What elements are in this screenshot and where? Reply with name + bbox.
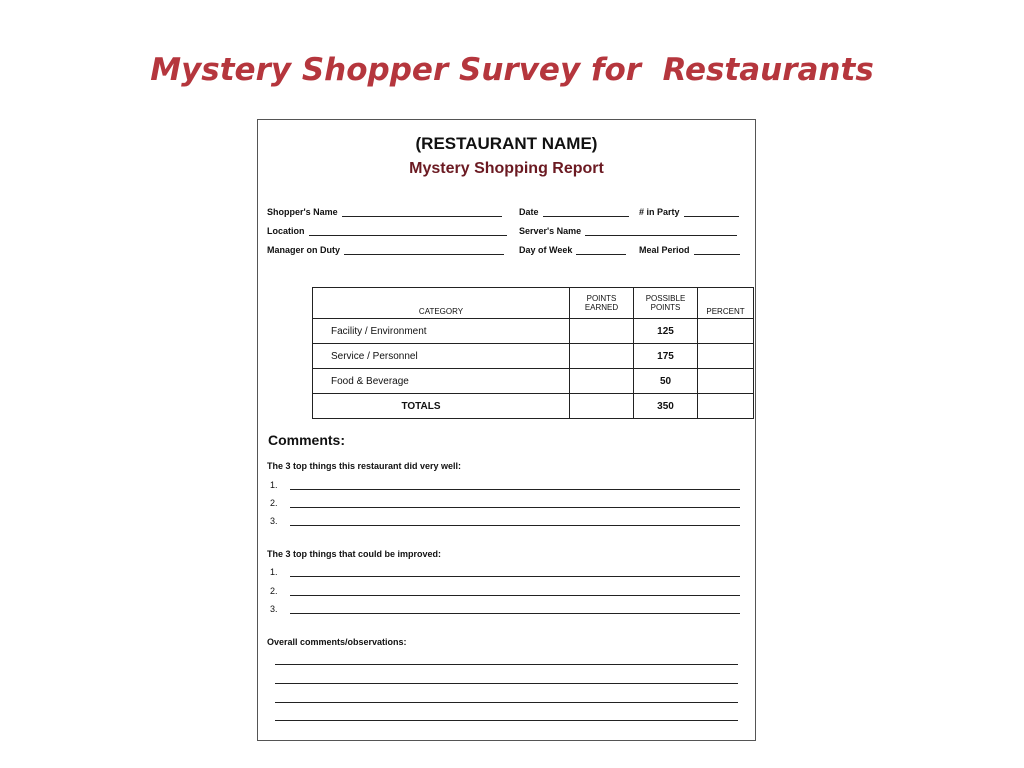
restaurant-name-title: (RESTAURANT NAME) <box>415 134 598 153</box>
score-table <box>312 287 754 419</box>
possible-points-total-cell: 350 <box>634 394 698 419</box>
overall-comments-line[interactable] <box>275 702 738 703</box>
did-well-line-1[interactable]: 1. <box>270 480 740 492</box>
percent-header: PERCENT <box>698 288 754 319</box>
totals-row <box>313 394 754 419</box>
points-earned-total-cell[interactable] <box>570 394 634 419</box>
location-field[interactable] <box>267 225 507 236</box>
location-label: Location <box>267 226 305 236</box>
servers-name-label: Server's Name <box>519 226 582 236</box>
servers-name-field[interactable] <box>519 225 737 236</box>
report-subtitle: Mystery Shopping Report <box>409 160 604 177</box>
overall-comments-line[interactable] <box>275 683 738 684</box>
table-row <box>313 369 754 394</box>
points-earned-cell[interactable] <box>570 369 634 394</box>
day-of-week-field[interactable] <box>519 244 626 255</box>
score-table-header <box>313 288 754 319</box>
percent-cell[interactable] <box>698 319 754 344</box>
percent-total-cell[interactable] <box>698 394 754 419</box>
category-header: CATEGORY <box>313 288 570 319</box>
possible-points-cell: 125 <box>634 319 698 344</box>
improve-heading: The 3 top things that could be improved: <box>267 549 442 559</box>
did-well-line-3[interactable]: 3. <box>270 516 740 528</box>
shoppers-name-label: Shopper's Name <box>267 207 338 217</box>
improve-line-1[interactable]: 1. <box>270 567 740 579</box>
percent-cell[interactable] <box>698 369 754 394</box>
field-row-2 <box>267 225 747 239</box>
improve-line-2[interactable]: 2. <box>270 586 740 598</box>
shoppers-name-field[interactable] <box>267 206 502 217</box>
meal-period-label: Meal Period <box>639 245 690 255</box>
date-label: Date <box>519 207 539 217</box>
possible-points-cell: 50 <box>634 369 698 394</box>
points-earned-cell[interactable] <box>570 344 634 369</box>
did-well-heading: The 3 top things this restaurant did very well: <box>267 461 462 471</box>
did-well-line-2[interactable]: 2. <box>270 498 740 510</box>
points-earned-header: POINTS EARNED <box>570 288 634 319</box>
manager-on-duty-label: Manager on Duty <box>267 245 341 255</box>
category-cell: Food & Beverage <box>313 369 570 394</box>
slide-title: Mystery Shopper Survey for Restaurants <box>150 52 874 88</box>
overall-comments-line[interactable] <box>275 720 738 721</box>
totals-label: TOTALS <box>313 394 570 419</box>
improve-line-3[interactable]: 3. <box>270 604 740 616</box>
comments-heading: Comments: <box>268 432 346 448</box>
overall-comments-line[interactable] <box>275 664 738 665</box>
percent-cell[interactable] <box>698 344 754 369</box>
manager-on-duty-field[interactable] <box>267 244 504 255</box>
category-cell: Facility / Environment <box>313 319 570 344</box>
table-row <box>313 319 754 344</box>
date-field[interactable] <box>519 206 629 217</box>
meal-period-field[interactable] <box>639 244 740 255</box>
possible-points-header: POSSIBLE POINTS <box>634 288 698 319</box>
category-cell: Service / Personnel <box>313 344 570 369</box>
field-row-3 <box>267 244 747 258</box>
report-document <box>257 119 756 741</box>
field-row-1 <box>267 206 747 220</box>
in-party-field[interactable] <box>639 206 739 217</box>
overall-comments-heading: Overall comments/observations: <box>267 637 407 647</box>
day-of-week-label: Day of Week <box>519 245 573 255</box>
points-earned-cell[interactable] <box>570 319 634 344</box>
in-party-label: # in Party <box>639 207 680 217</box>
possible-points-cell: 175 <box>634 344 698 369</box>
table-row <box>313 344 754 369</box>
